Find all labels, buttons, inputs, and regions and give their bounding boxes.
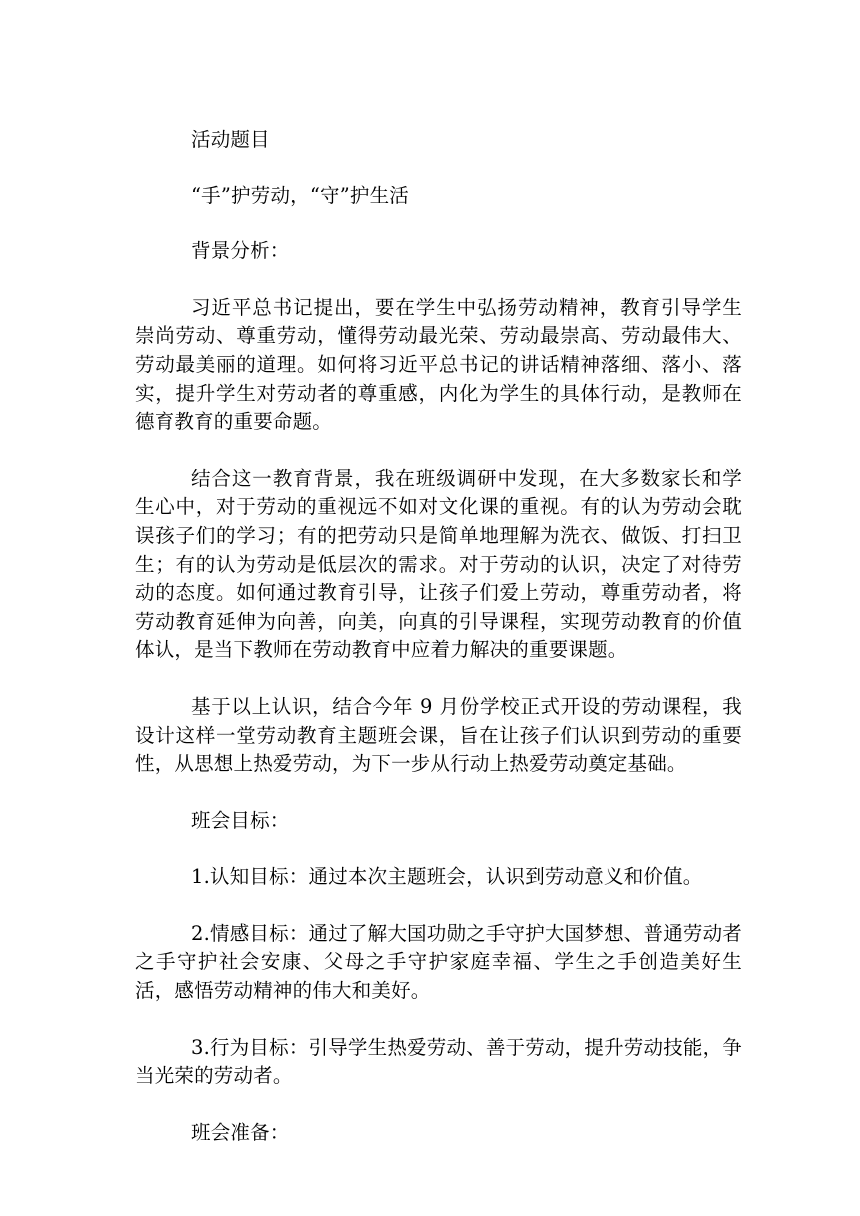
goal-emotional: 2.情感目标：通过了解大国功勋之手守护大国梦想、普通劳动者之手守护社会安康、父母之手守护家庭幸福、学生之手创造美好生活，感悟劳动精神的伟大和美好。 [135, 921, 742, 1003]
preparation-heading: 班会准备： [191, 1120, 290, 1144]
background-paragraph-3: 基于以上认识，结合今年 9 月份学校正式开设的劳动课程，我设计这样一堂劳动教育主题班会课，旨在让孩子们认识到劳动的重要性，从思想上热爱劳动，为下一步从行动上热爱劳动奠定基础。 [135, 694, 742, 776]
background-heading: 背景分析： [191, 239, 290, 263]
background-paragraph-1: 习近平总书记提出，要在学生中弘扬劳动精神，教育引导学生崇尚劳动、尊重劳动，懂得劳动最光荣、劳动最崇高、劳动最伟大、劳动最美丽的道理。如何将习近平总书记的讲话精神落细、落小、落实，提升学生对劳动者的尊重感，内化为学生的具体行动，是教师在德育教育的重要命题。 [135, 295, 742, 434]
goal-cognitive: 1.认知目标：通过本次主题班会，认识到劳动意义和价值。 [191, 865, 703, 889]
activity-title-text: “手”护劳动，“守”护生活 [191, 183, 409, 207]
goal-behavioral: 3.行为目标：引导学生热爱劳动、善于劳动，提升劳动技能，争当光荣的劳动者。 [135, 1035, 742, 1088]
activity-title-heading: 活动题目 [191, 128, 270, 151]
goals-heading: 班会目标： [191, 808, 290, 832]
background-paragraph-2: 结合这一教育背景，我在班级调研中发现，在大多数家长和学生心中，对于劳动的重视远不如对文化课的重视。有的认为劳动会耽误孩子们的学习；有的把劳动只是简单地理解为洗衣、做饭、打扫卫生；有的认为劳动是低层次的需求。对于劳动的认识，决定了对待劳动的态度。如何通过教育引导，让孩子们爱上劳动，尊重劳动者，将劳动教育延伸为向善，向美，向真的引导课程，实现劳动教育的价值体认，是当下教师在劳动教育中应着力解决的重要课题。 [135, 466, 742, 662]
